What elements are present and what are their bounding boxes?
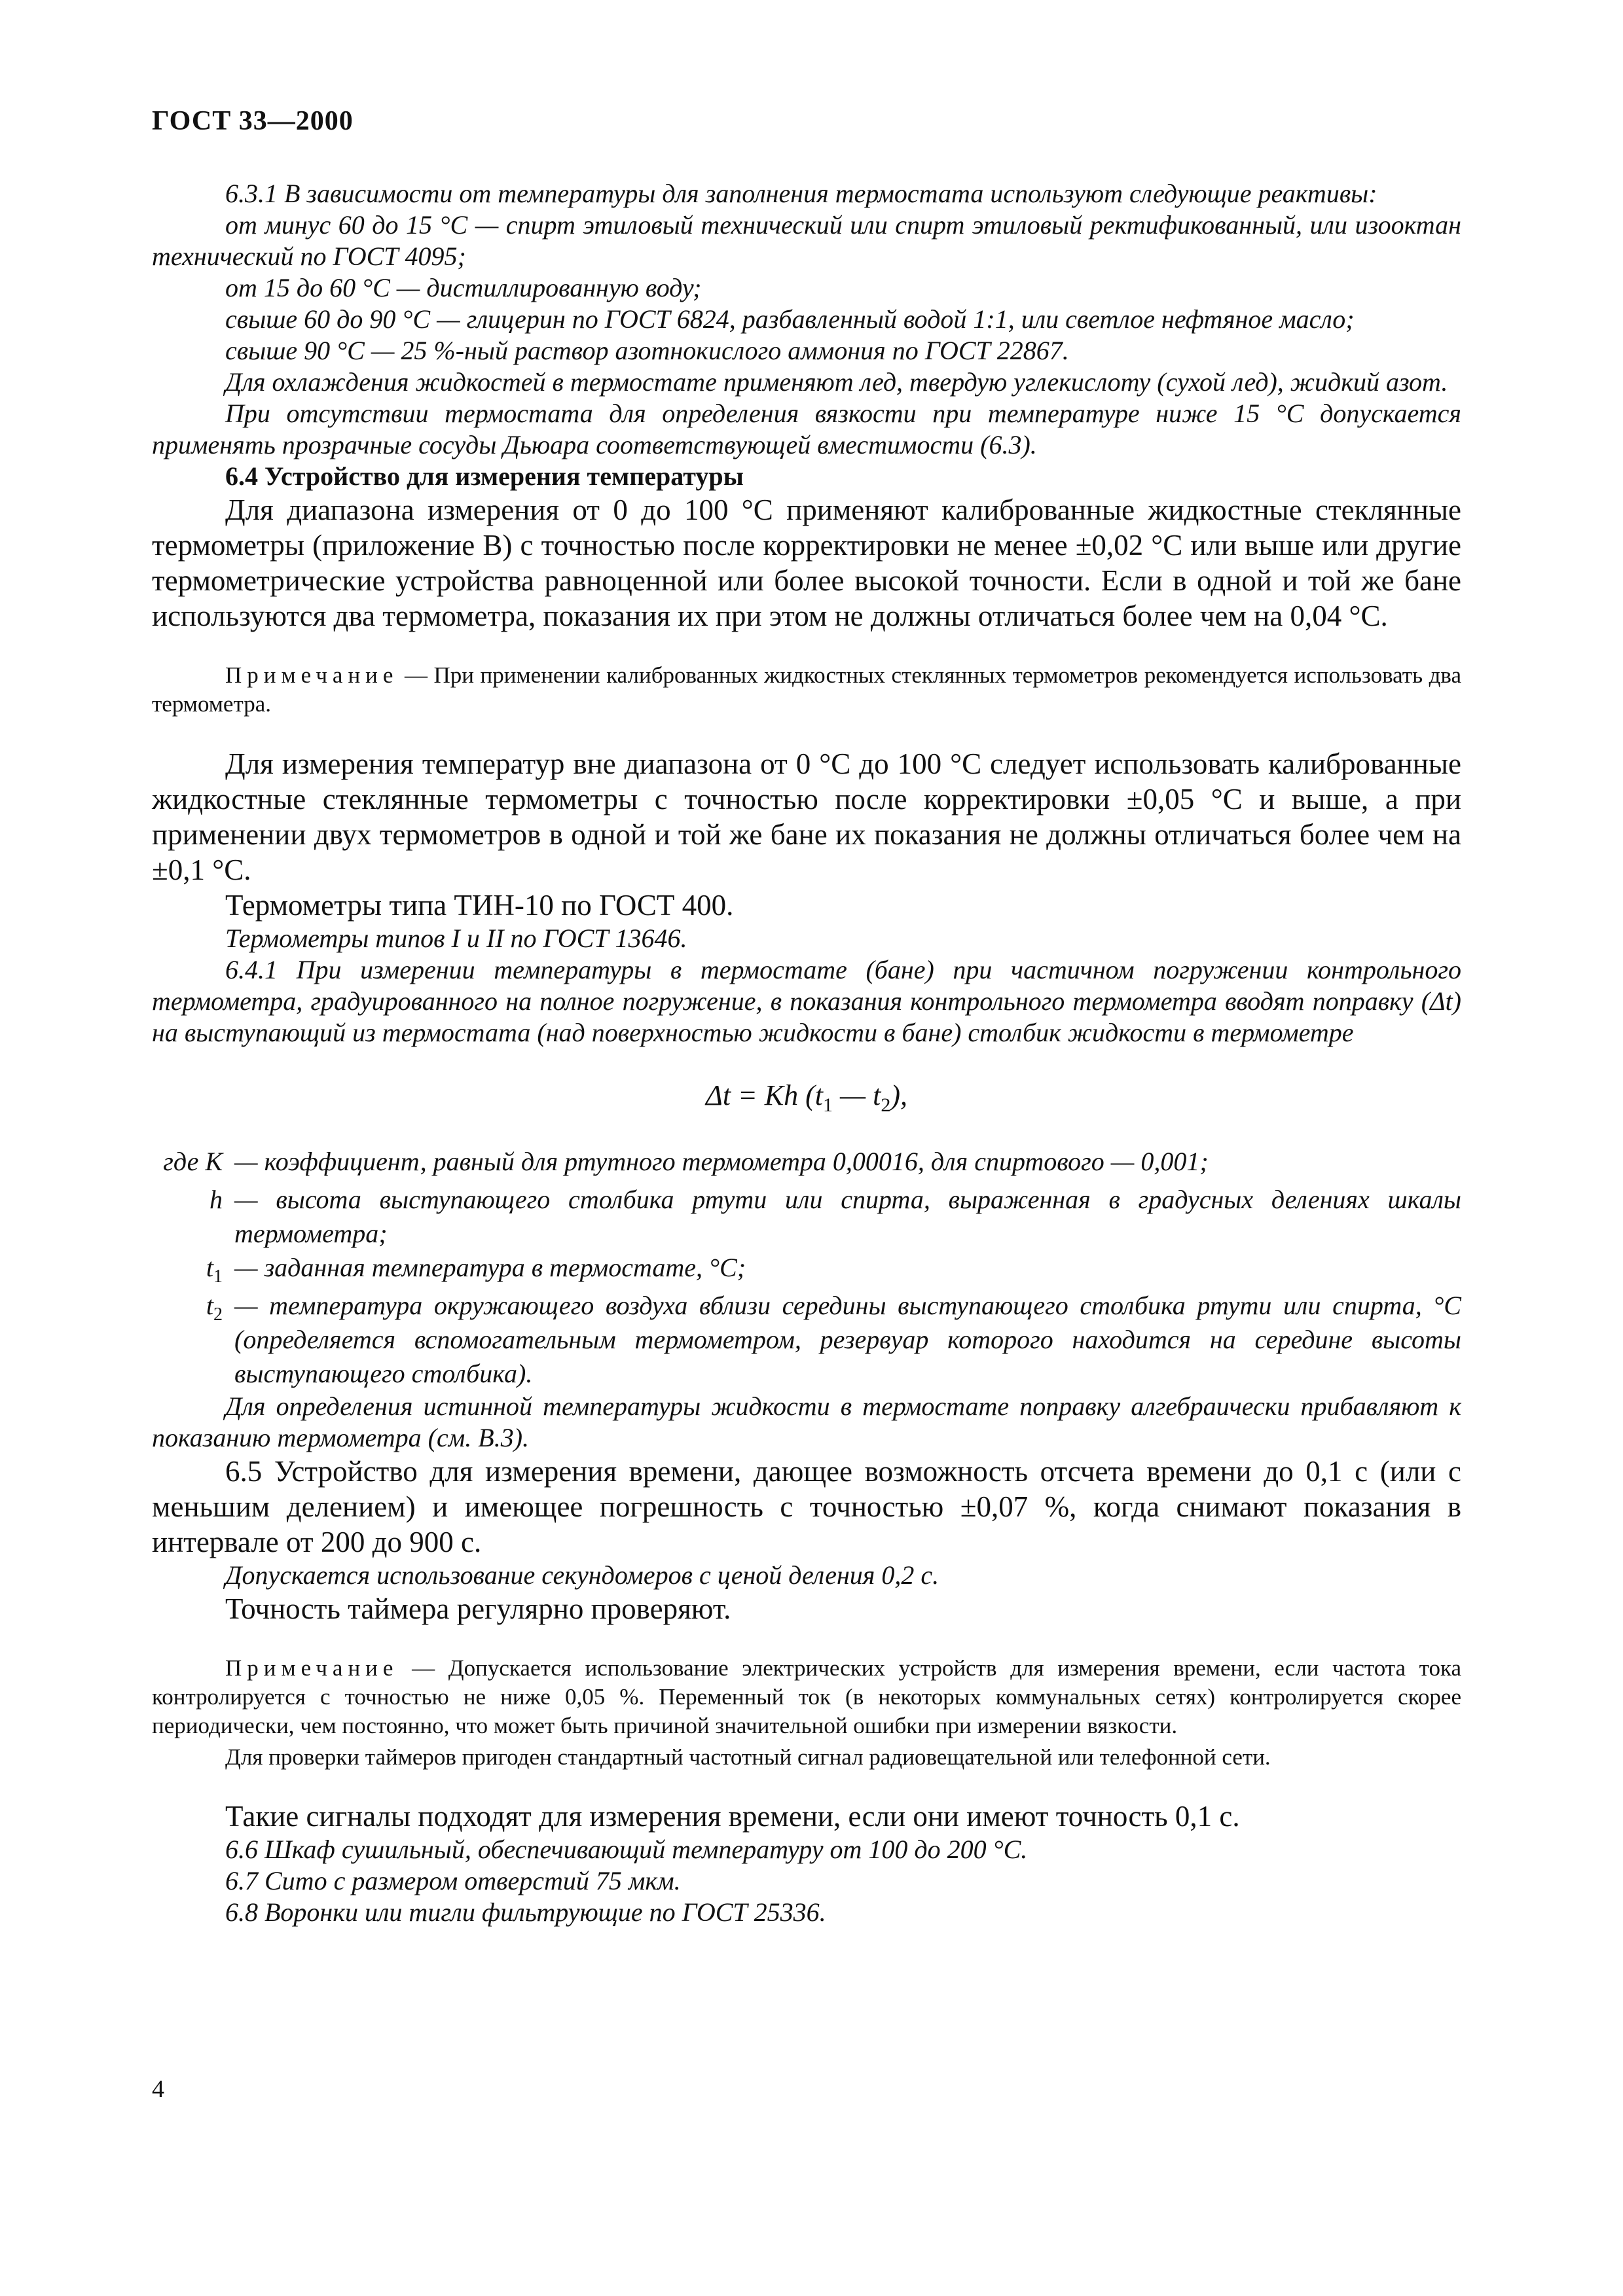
note-1 <box>152 661 1461 719</box>
symbol-text: t <box>206 1253 213 1283</box>
formula-sub-2: 2 <box>881 1094 891 1116</box>
paragraph-dewar: При отсутствии термостата для определения вязкости при температуре ниже 15 °С допускается применять прозрачные сосуды Дьюара соответствующей вместимости (6.3). <box>152 399 1461 460</box>
paragraph-range-15-60: от 15 до 60 °С — дистиллированную воду; <box>225 273 702 303</box>
formula-mid: — t <box>832 1079 881 1111</box>
note-text: — Допускается использование электрических устройств для измерения времени, если частота тока контролируется с точностью не ниже 0,05 %. Переменный ток (в некоторых коммунальных сетях) контролируется скорее периодически, чем постоянно, что может быть причиной значительной ошибки при измерении вязкости. <box>152 1655 1461 1738</box>
document-page <box>152 105 1461 1928</box>
symbol-text: h <box>210 1185 223 1215</box>
formula-end: ), <box>890 1079 907 1111</box>
paragraph-outside-range: Для измерения температур вне диапазона от 0 °С до 100 °С следует использовать калиброванные жидкостные стеклянные термометры с точностью после корректировки ±0,05 °С и выше, а при применении двух термометров в одной и той же бане их показания не должны отличаться более чем на ±0,1 °С. <box>152 747 1461 886</box>
paragraph-stopwatch: Допускается использование секундомеров с ценой деления 0,2 с. <box>225 1560 939 1590</box>
variable-symbol <box>152 1183 234 1251</box>
paragraph-timer: Точность таймера регулярно проверяют. <box>225 1592 731 1626</box>
variable-description: — коэффициент, равный для ртутного термометра 0,00016, для спиртового — 0,001; <box>234 1146 1209 1176</box>
paragraph-6-4-1: 6.4.1 При измерении температуры в термостате (бане) при частичном погружении контрольного термометра, градуированного на полное погружение, в показания контрольного термометра вводят поправку (Δt) на выступающий из термостата (над поверхностью жидкости в бане) столбик жидкости в термометре <box>152 954 1461 1047</box>
paragraph-6-8: 6.8 Воронки или тигли фильтрующие по ГОСТ 25336. <box>225 1897 826 1928</box>
document-header: ГОСТ 33—2000 <box>152 106 354 136</box>
note-2-extra: Для проверки таймеров пригоден стандартный частотный сигнал радиовещательной или телефонной сети. <box>225 1744 1271 1770</box>
variable-description: — заданная температура в термостате, °С; <box>234 1253 746 1283</box>
paragraph-signals: Такие сигналы подходят для измерения времени, если они имеют точность 0,1 с. <box>225 1800 1240 1833</box>
variable-symbol <box>152 1145 234 1183</box>
note-2 <box>152 1654 1461 1740</box>
paragraph-6-7: 6.7 Сито с размером отверстий 75 мкм. <box>225 1866 681 1896</box>
page-number: 4 <box>152 2075 164 2103</box>
variable-symbol <box>152 1251 234 1289</box>
paragraph-6-4: Для диапазона измерения от 0 до 100 °С применяют калиброванные жидкостные стеклянные термометры (приложение В) с точностью после корректировки не менее ±0,02 °С или выше или другие термометрические устройства равноценной или более высокой точности. Если в одной и той же бане используются два термометра, показания их при этом не должны отличаться более чем на 0,04 °С. <box>152 493 1461 633</box>
formula-sub-1: 1 <box>822 1094 833 1116</box>
variable-description: — высота выступающего столбика ртути или спирта, выраженная в градусных делениях шкалы термометра; <box>234 1185 1461 1249</box>
note-label: Примечание <box>225 1655 399 1681</box>
symbol-sub: 2 <box>213 1304 223 1325</box>
paragraph-cooling: Для охлаждения жидкостей в термостате применяют лед, твердую углекислоту (сухой лед), жидкий азот. <box>225 367 1448 397</box>
paragraph-tin: Термометры типа ТИН-10 по ГОСТ 400. <box>225 888 734 922</box>
paragraph-range-90: свыше 90 °С — 25 %-ный раствор азотнокислого аммония по ГОСТ 22867. <box>225 336 1069 366</box>
note-text: — При применении калиброванных жидкостных стеклянных термометров рекомендуется использовать два термометра. <box>152 662 1461 717</box>
paragraph-thermometer-types: Термометры типов I и II по ГОСТ 13646. <box>225 923 687 953</box>
variable-definitions <box>152 1145 1461 1391</box>
paragraph-6-3-1: 6.3.1 В зависимости от температуры для заполнения термостата используют следующие реактивы: <box>225 179 1377 209</box>
variable-description: — температура окружающего воздуха вблизи середины выступающего столбика ртути или спирта, °С (определяется вспомогательным термометром, резервуар которого находится на середине высоты выступающего столбика). <box>234 1291 1461 1389</box>
paragraph-range-60-90: свыше 60 до 90 °С — глицерин по ГОСТ 6824, разбавленный водой 1:1, или светлое нефтяное масло; <box>225 304 1355 334</box>
paragraph-6-5: 6.5 Устройство для измерения времени, дающее возможность отсчета времени до 0,1 с (или с меньшим делением) и имеющее погрешность с точностью ±0,07 %, когда снимают показания в интервале от 200 до 900 с. <box>152 1455 1461 1559</box>
formula-lhs: Δt = Kh (t <box>706 1079 823 1111</box>
section-heading-6-4: 6.4 Устройство для измерения температуры <box>225 461 744 492</box>
paragraph-range-minus60: от минус 60 до 15 °С — спирт этиловый технический или спирт этиловый ректификованный, или изооктан технический по ГОСТ 4095; <box>152 210 1461 272</box>
variable-symbol <box>152 1289 234 1391</box>
paragraph-algebraic-correction: Для определения истинной температуры жидкости в термостате поправку алгебраически прибавляют к показанию термометра (см. В.3). <box>152 1391 1461 1453</box>
formula-delta-t <box>152 1079 1461 1117</box>
note-label: Примечание <box>225 662 399 689</box>
symbol-text: где K <box>163 1146 223 1176</box>
paragraph-6-6: 6.6 Шкаф сушильный, обеспечивающий температуру от 100 до 200 °С. <box>225 1835 1028 1865</box>
symbol-sub: 1 <box>213 1266 223 1287</box>
symbol-text: t <box>206 1291 213 1321</box>
